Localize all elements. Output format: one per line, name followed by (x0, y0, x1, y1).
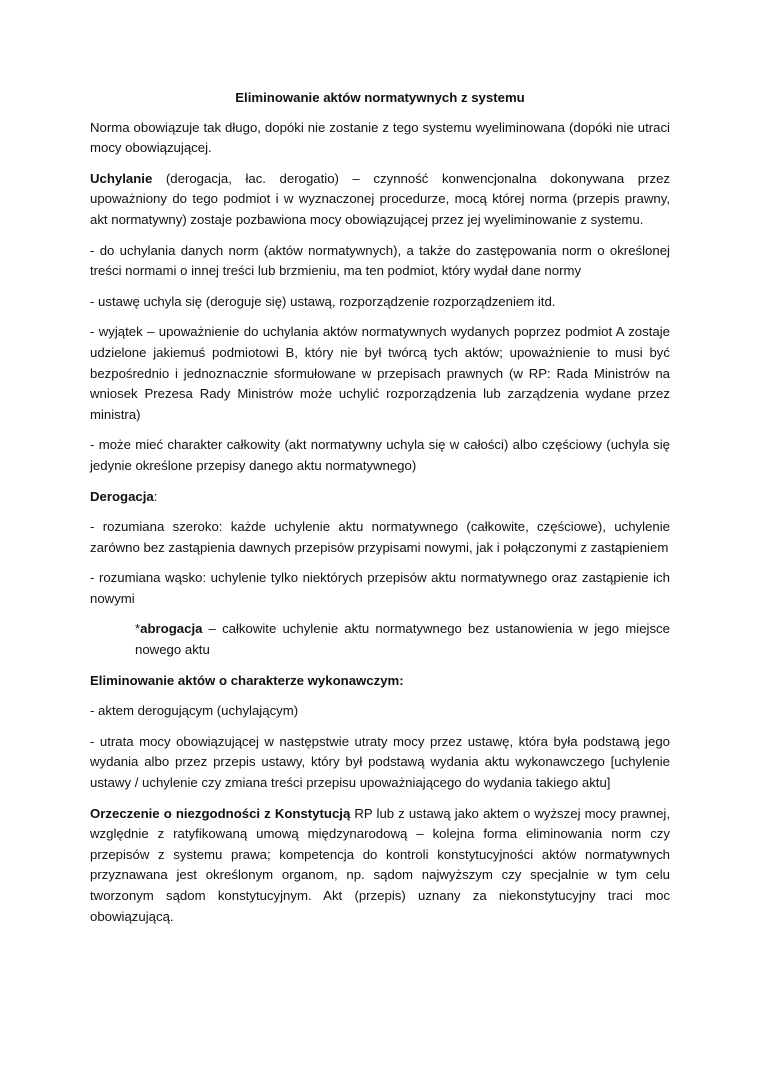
point-paragraph: - może mieć charakter całkowity (akt normatywny uchyla się w całości) albo częściowy (uchyla się jedynie określone przepisy danego aktu normatywnego) (90, 437, 670, 473)
orzeczenie-text: RP lub z ustawą jako aktem o wyższej mocy prawnej, względnie z ratyfikowaną umową międzynarodową – kolejna forma eliminowania norm czy przepisów z systemu prawa; kompetencja do kontroli konstytucyjności aktów normatywnych przyznawana jest określonym organom, np. sądom najwyższym czy specjalnie w tym celu tworzonym sądom konstytucyjnym. Akt (przepis) uznany za niekonstytucyjny traci moc obowiązującą. (90, 805, 670, 924)
wykonawcze-point: - utrata mocy obowiązującej w następstwie utraty mocy przez ustawę, która była podstawą jego wydania albo przez przepis ustawy, który był podstawą wydania aktu wykonawczego [uchylenie ustawy / uchylenie czy zmiana treści przepisu upoważniającego do wydania takiego aktu] (90, 733, 670, 791)
derogacja-term: Derogacja (90, 488, 154, 504)
wykonawcze-heading (90, 671, 670, 692)
intro-paragraph: Norma obowiązuje tak długo, dopóki nie zostanie z tego systemu wyeliminowana (dopóki nie utraci mocy obowiązującej. (90, 119, 670, 156)
document-page (90, 88, 670, 937)
derogacja-point: - rozumiana wąsko: uchylenie tylko niektórych przepisów aktu normatywnego oraz zastąpienie ich nowymi (90, 570, 670, 606)
derogacja-heading (90, 487, 670, 508)
abrogacja-term: abrogacja (140, 621, 203, 637)
point-paragraph: - wyjątek – upoważnienie do uchylania aktów normatywnych wydanych poprzez podmiot A zostaje udzielone jakiemuś podmiotowi B, który nie był twórcą tych aktów; upoważnienie to musi być bezpośrednio i jednoznacznie sformułowane w przepisach prawnych (w RP: Rada Ministrów na wniosek Prezesa Rady Ministrów może uchylić rozporządzenia lub zarządzenia wydane przez ministra) (90, 324, 670, 422)
orzeczenie-term: Orzeczenie o niezgodności z Konstytucją (90, 805, 351, 821)
abrogacja-text: – całkowite uchylenie aktu normatywnego bez ustanowienia w jego miejsce nowego aktu (135, 621, 670, 658)
orzeczenie-paragraph (90, 804, 670, 928)
abrogacja-paragraph (90, 619, 670, 660)
uchylanie-paragraph (90, 169, 670, 231)
point-paragraph: - ustawę uchyla się (deroguje się) ustawą, rozporządzenie rozporządzeniem itd. (90, 293, 556, 309)
derogacja-colon: : (153, 488, 158, 504)
wykonawcze-point: - aktem derogującym (uchylającym) (90, 703, 299, 719)
document-title: Eliminowanie aktów normatywnych z systemu (235, 90, 525, 105)
uchylanie-term: Uchylanie (90, 170, 153, 186)
uchylanie-text: (derogacja, łac. derogatio) – czynność konwencjonalna dokonywana przez upoważniony do tego podmiot i w wyznaczonej procedurze, mocą której norma (przepis prawny, akt normatywny) zostaje pozbawiona mocy obowiązującej przez jej wyeliminowanie z systemu. (90, 170, 670, 227)
derogacja-point: - rozumiana szeroko: każde uchylenie aktu normatywnego (całkowite, częściowe), uchylenie zarówno bez zastąpienia dawnych przepisów przypisami nowymi, jak i połączonymi z zastąpieniem (90, 519, 670, 555)
abrogacja-asterisk: * (135, 621, 141, 637)
point-paragraph: - do uchylania danych norm (aktów normatywnych), a także do zastępowania norm o określonej treści normami o innej treści lub brzmieniu, ma ten podmiot, który wydał dane normy (90, 242, 670, 279)
wykonawcze-heading-text: Eliminowanie aktów o charakterze wykonawczym: (90, 672, 404, 688)
